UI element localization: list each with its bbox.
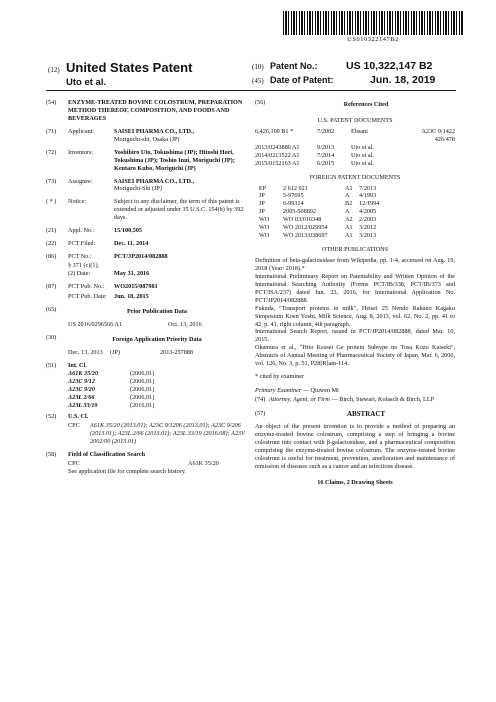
inventors-field: (72) Inventors: Yoshihiro Uto, Tokushima (JP); Hitoshi Hori, Tokushima (JP); Toshio Inui, Moriguchi (JP); Kentaro Kubo, Moriguchi (JP) <box>46 149 246 173</box>
code-12: (12) <box>48 66 60 74</box>
assignee-name: SAISEI PHARMA CO., LTD., <box>114 177 195 185</box>
code-45: (45) <box>252 77 264 86</box>
field-search-note-row <box>46 468 246 476</box>
examiner-row: Primary Examiner — Qiuwen Mi <box>255 387 339 395</box>
field-search-cpc-value: A61K 35/20 <box>188 459 219 467</box>
us-ref-row: 6,426,109 B1 * 7/2002 Ebsani A23C 9/1422 <box>255 127 455 135</box>
abstract-heading-row: (57) ABSTRACT <box>255 410 455 419</box>
bibliographic-column <box>46 99 246 481</box>
us-cl-heading: (52) U.S. Cl. <box>46 413 89 421</box>
pct-pub-no-field: (87) PCT Pub. No.: WO2015/087981 <box>46 283 246 291</box>
pct-no-field: (86) PCT No.: PCT/JP2014/082888 <box>46 253 246 261</box>
pct-pub-number: WO2015/087981 <box>114 282 158 290</box>
s371-date-field: (2) Date: May 31, 2016 <box>46 270 246 278</box>
foreign-ref-row: WO WO 2012/029954 A1 3/2012 <box>259 224 377 232</box>
us-patent-docs-heading: U.S. PATENT DOCUMENTS <box>317 116 393 124</box>
abstract-heading: ABSTRACT <box>346 409 386 418</box>
prior-pub-number: US 2016/0296566 A1 <box>68 320 122 328</box>
us-ref-row: 426/478 <box>434 135 455 143</box>
priority-country: (JP) <box>110 348 120 356</box>
patent-number-label: Patent No.: <box>270 61 318 71</box>
assignee-location: Moriguchi-Shi (JP) <box>114 185 162 193</box>
pct-filed-field: (22) PCT Filed: Dec. 11, 2014 <box>46 240 246 248</box>
applicant-field: (71) Applicant: SAISEI PHARMA CO., LTD., Moriguchi-shi, Osaka (JP) <box>46 127 195 143</box>
us-ref-row: 2013/0243880 A1 9/2013 Uto et al. <box>255 143 374 151</box>
primary-examiner: Qiuwen Mi <box>310 387 339 395</box>
pct-number: PCT/JP2014/082888 <box>114 253 168 261</box>
appl-no-field: (21) Appl. No.: 15/100,505 <box>46 227 246 235</box>
abstract <box>255 423 455 471</box>
attorney-firm: Birch, Stewart, Kolasch & Birch, LLP <box>339 396 435 403</box>
us-cl-cpc: CPC A61K 35/20 (2013.01); A23C 9/1206 (2013.01); A23C 9/206 (2013.01); A23L 2/66 (2013.01); A23L 33/19 (2016.08); A23V 2002/00 (2013.01) <box>68 422 245 445</box>
int-cl-row: A23L 2/66 (2006.01) <box>68 394 155 402</box>
foreign-ref-row: EP 2 612 921 A1 7/2013 <box>259 184 377 192</box>
pct-filed-date: Dec. 11, 2014 <box>114 240 149 248</box>
us-patent-docs <box>255 128 455 168</box>
us-ref-row: 2014/0213522 A1 7/2014 Uto et al. <box>255 151 374 159</box>
int-cl-row: A61K 35/20 (2006.01) <box>68 370 155 378</box>
date-of-patent-label: Date of Patent: <box>270 75 334 86</box>
foreign-ref-row: JP 2005-508892 A 4/2005 <box>259 208 377 216</box>
references-heading: References Cited <box>343 101 389 108</box>
claims-summary: 16 Claims, 2 Drawing Sheets <box>317 478 393 486</box>
other-publication: Okamura et al., "Hito Kessei Ge protein Subtype no Tosa Kozo Kaiseki", Abstracts of Annual Meeting of Pharmaceutical Society of Japan, Mar. 6, 2006, vol. 126, No. 3, p. 51, P28[R]am-114. <box>255 344 455 368</box>
references-heading-row: (56) References Cited <box>255 99 455 113</box>
header-divider <box>46 90 456 91</box>
other-publications-heading: OTHER PUBLICATIONS <box>321 246 389 254</box>
foreign-ref-row: WO WO 2013/038697 A1 3/2013 <box>259 232 377 240</box>
field-search-heading: (58) Field of Classification Search <box>46 450 146 458</box>
priority-row <box>46 349 246 357</box>
patent-header-right <box>252 60 452 88</box>
other-publication: International Preliminary Report on Patentability and Written Opinion of the International Searching Authority (Forms PCT/IB/338, PCT/IB/373 and PCT/ISA/237) dated Jun. 23, 2016, for International Application No. PCT/JP2014/082888. <box>255 272 455 304</box>
int-cl-row: A23L 33/19 (2016.01) <box>68 402 155 410</box>
cited-by-examiner-note: * cited by examiner <box>255 373 304 381</box>
date-of-patent: Jun. 18, 2019 <box>370 74 436 87</box>
us-cl-cpc-value: A61K 35/20 (2013.01); A23C 9/1206 (2013.01); A23C 9/206 (2013.01); A23L 2/66 (2013.01); A23L 33/19 (2016.08); A23V 2002/00 (2013.01) <box>90 422 245 445</box>
application-number: 15/100,505 <box>114 227 143 235</box>
other-publication: International Search Report, issued in PCT/JP2014/082888, dated Mar. 10, 2015. <box>255 328 455 344</box>
int-cl-row: A23C 9/20 (2006.01) <box>68 386 155 394</box>
assignee-field: (73) Assignee: SAISEI PHARMA CO., LTD., Moriguchi-Shi (JP) <box>46 177 195 193</box>
field-search-cpc: CPC A61K 35/20 <box>68 459 219 467</box>
s371-field: § 371 (c)(1), <box>68 262 100 269</box>
priority-heading-row: (30) Foreign Application Priority Data <box>46 334 246 348</box>
other-publications <box>255 257 455 368</box>
int-cl-table <box>68 370 246 410</box>
prior-pub-date: Oct. 13, 2016 <box>168 320 202 328</box>
first-inventor: Uto et al. <box>66 76 107 88</box>
patent-header-left <box>48 60 192 89</box>
invention-title: ENZYME-TREATED BOVINE COLOSTRUM, PREPARATION METHOD THEREOF, COMPOSITION, AND FOODS AND BEVERAGES <box>68 99 243 122</box>
field-search-note: See application file for complete search history. <box>68 467 186 475</box>
attorney-row: (74) Attorney, Agent, or Firm — Birch, Stewart, Kolasch & Birch, LLP <box>255 396 435 403</box>
notice-text: Subject to any disclaimer, the term of this patent is extended or adjusted under 35 U.S.C. 154(b) by 392 days. <box>114 198 244 222</box>
priority-number: 2013-257888 <box>160 348 193 356</box>
foreign-ref-row: JP 5-97695 A 4/1993 <box>259 192 377 200</box>
inventors-list: Yoshihiro Uto, Tokushima (JP); Hitoshi Hori, Tokushima (JP); Toshio Inui, Moriguchi (JP); Kentaro Kubo, Moriguchi (JP) <box>114 148 235 172</box>
applicant-name: SAISEI PHARMA CO., LTD., <box>114 127 195 135</box>
prior-pub-row <box>46 321 246 329</box>
code-10: (10) <box>252 63 264 71</box>
int-cl-row: A23C 9/12 (2006.01) <box>68 378 155 386</box>
s371-date: May 31, 2016 <box>114 269 150 277</box>
prior-pub-heading-row: (65) Prior Publication Data <box>46 306 246 320</box>
other-publication: Fukuda, "Transport proteins in milk", Heisei 25 Nendo Rakuno Kagaku Simposium Koen Yoshi, Milk Science, Aug. 8, 2013, vol. 62, No. 2, pp. 41 to 42, p. 41, right column, 4th paragraph. <box>255 304 455 328</box>
other-publication: Definition of beta-galactosidase from Wikipedia, pp. 1-4, accessed on Aug. 19, 2018 (Year: 2018).* <box>255 257 455 272</box>
foreign-docs <box>259 185 455 241</box>
us-ref-row: 2015/0152163 A1 6/2015 Uto et al. <box>255 159 374 167</box>
foreign-ref-row: JP 6-99314 B2 12/1994 <box>259 200 380 208</box>
barcode <box>283 11 463 35</box>
barcode-number: US010322147B2 <box>347 36 399 43</box>
notice-field: ( * ) Notice: Subject to any disclaimer, the term of this patent is extended or adjusted under 35 U.S.C. 154(b) by 392 days. <box>46 198 246 222</box>
pct-pub-date: Jun. 18, 2015 <box>114 292 149 300</box>
patent-number: US 10,322,147 B2 <box>346 60 433 72</box>
foreign-ref-row: WO WO 03/016348 A2 2/2003 <box>259 216 377 224</box>
priority-heading: Foreign Application Priority Data <box>112 335 202 343</box>
prior-pub-heading: Prior Publication Data <box>126 307 188 315</box>
priority-date: Dec. 13, 2013 <box>68 348 103 356</box>
applicant-location: Moriguchi-shi, Osaka (JP) <box>114 135 180 143</box>
foreign-docs-heading: FOREIGN PATENT DOCUMENTS <box>309 173 401 181</box>
document-type-title: United States Patent <box>66 60 193 75</box>
int-cl-heading: (51) Int. Cl. <box>46 361 87 369</box>
references-column <box>255 99 455 486</box>
title-field: (54) ENZYME-TREATED BOVINE COLOSTRUM, PREPARATION METHOD THEREOF, COMPOSITION, AND FOODS AND BEVERAGES <box>46 99 246 123</box>
abstract-text: An object of the present invention is to provide a method of preparing an enzyme-treated bovine colostrum, comprising a step of bringing a bovine colostrum into contact with β-galactosidase, and a pharmaceutical composition comprising the enzyme-treated bovine colostrum. The enzyme-treated bovine colostrum is useful for treatment, prevention, amelioration and maintenance of remission of diseases such as a cancer and an infectious disease. <box>255 422 455 470</box>
pct-pub-date-field: PCT Pub. Date: Jun. 18, 2015 <box>46 293 246 301</box>
